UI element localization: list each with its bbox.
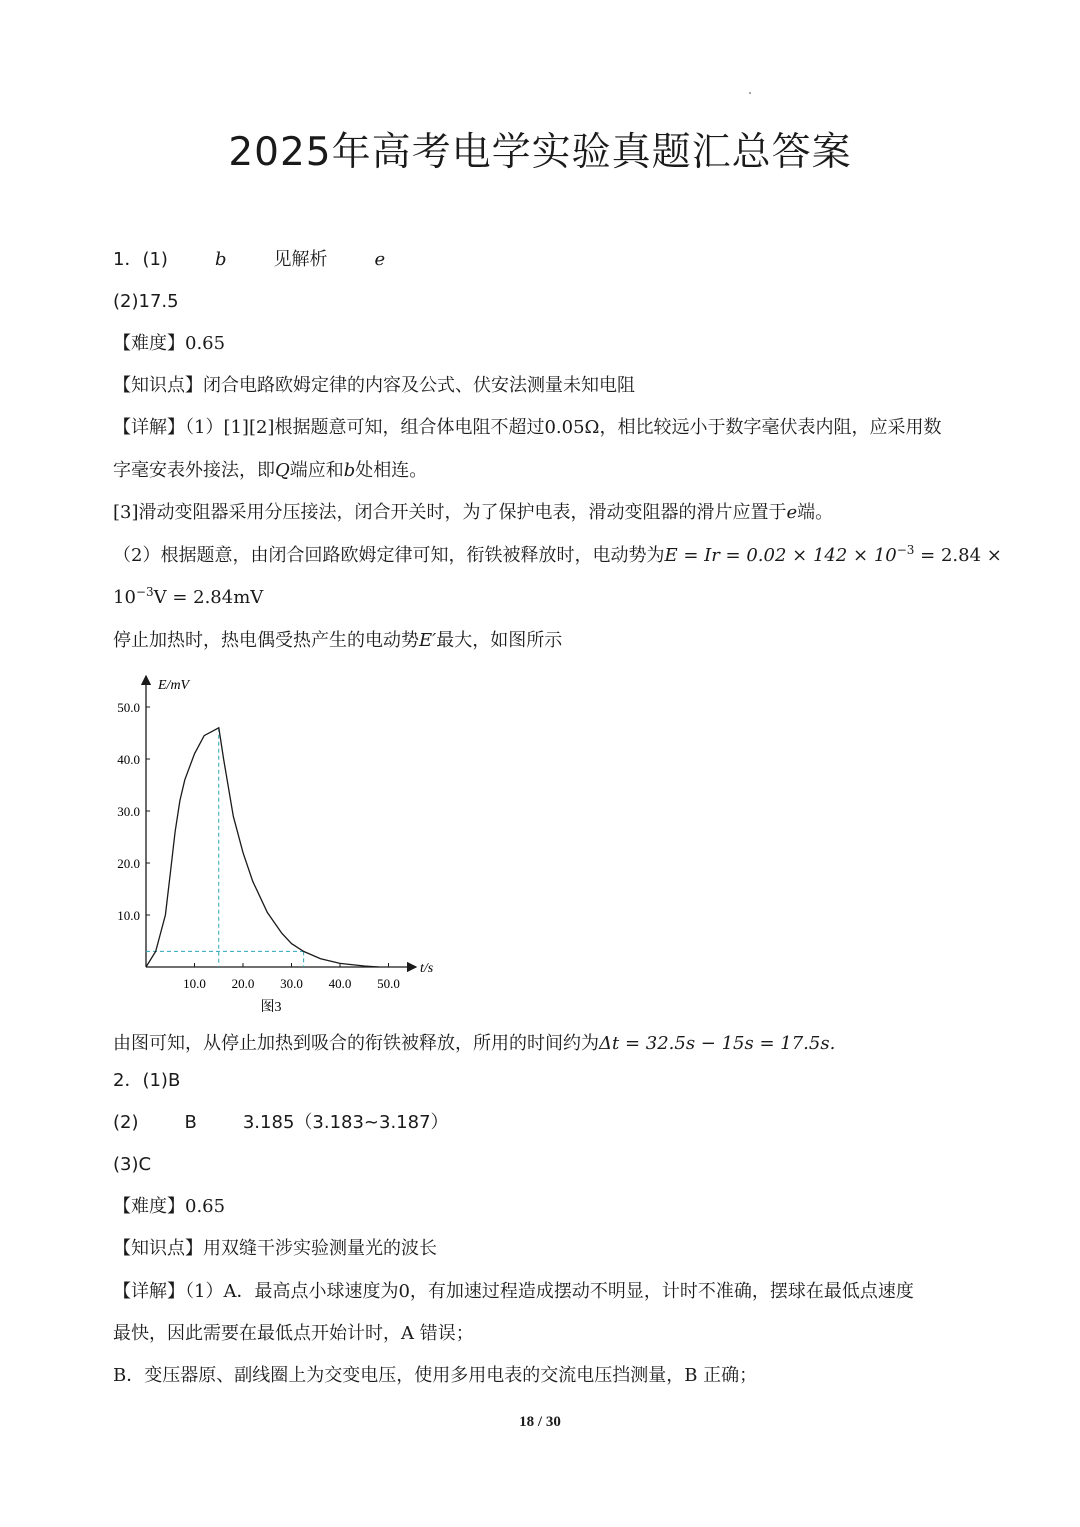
q1-difficulty: 【难度】0.65 (113, 333, 226, 354)
q2-answer-2-line (113, 1111, 449, 1135)
q1-detail-2a: 字毫安表外接法，即 (113, 460, 275, 481)
q1-detail-3c: 端。 (797, 502, 834, 523)
q1-detail-2d: b (343, 460, 356, 481)
x-tick-label: 30.0 (280, 976, 303, 991)
q1-detail-3 (113, 501, 833, 525)
q1-detail-3b: e (786, 502, 798, 523)
q1-detail-5a: 10 (113, 587, 136, 608)
q1-detail-6b: E′ (419, 630, 437, 651)
scan-speck (749, 92, 751, 94)
q1-detail-2 (113, 459, 427, 483)
q1-detail-1: 【详解】（1）[1][2]根据题意可知，组合体电阻不超过0.05Ω，相比较远小于数字毫伏表内阻，应采用数 (113, 417, 942, 438)
q1-detail-7a: 由图可知，从停止加热到吸合的衔铁被释放，所用的时间约为 (113, 1033, 599, 1054)
y-tick-label: 40.0 (117, 752, 140, 767)
q1-detail-4d: = 2.84 × (914, 545, 1002, 566)
page-number: 18 / 30 (519, 1414, 561, 1430)
q2-answer-2b: 3.185（3.183~3.187） (242, 1112, 449, 1133)
y-tick-label: 10.0 (117, 908, 140, 923)
y-tick-label: 30.0 (117, 804, 140, 819)
q1-knowledge: 【知识点】闭合电路欧姆定律的内容及公式、伏安法测量未知电阻 (113, 375, 635, 396)
q1-answer-3: e (374, 249, 386, 270)
q1-answer-2-line: (2)17.5 (113, 291, 179, 312)
x-tick-label: 20.0 (231, 976, 255, 991)
q1-detail-6c: 最大，如图所示 (436, 630, 563, 651)
q1-detail-4c: −3 (896, 543, 915, 557)
q1-detail-7 (113, 1032, 835, 1056)
q1-detail-4 (113, 544, 1002, 568)
emf-curve (146, 728, 379, 967)
x-axis-label: t/s (420, 961, 434, 976)
emf-time-chart (100, 670, 450, 1020)
y-tick-label: 50.0 (117, 700, 140, 715)
y-ticks (117, 700, 150, 923)
q1-number: 1．(1) (113, 249, 168, 270)
q1-detail-4b: E = Ir = 0.02 × 142 × 10 (664, 545, 897, 566)
q2-detail-2: 最快，因此需要在最低点开始计时，A 错误； (113, 1323, 474, 1344)
q2-detail-3: B．变压器原、副线圈上为交变电压，使用多用电表的交流电压挡测量，B 正确； (113, 1365, 758, 1386)
y-tick-label: 20.0 (117, 856, 140, 871)
q2-answer-1-line: 2．(1)B (113, 1070, 181, 1091)
q1-detail-2c: 端应和 (289, 460, 344, 481)
q1-detail-6 (113, 629, 562, 653)
x-tick-label: 50.0 (377, 976, 400, 991)
page-title: 2025年高考电学实验真题汇总答案 (228, 130, 852, 175)
figure-caption: 图3 (260, 1000, 282, 1015)
q2-number-2: (2) (113, 1112, 139, 1133)
q1-detail-6a: 停止加热时，热电偶受热产生的电动势 (113, 630, 419, 651)
q1-answer-2: 见解析 (273, 249, 328, 270)
q1-answer-1: b (214, 249, 227, 270)
q1-detail-5b: −3 (135, 585, 154, 599)
q1-detail-2b: Q (275, 460, 290, 481)
y-axis-label: E/mV (158, 678, 190, 693)
x-tick-label: 10.0 (183, 976, 206, 991)
q1-detail-7b: Δt = 32.5s − 15s = 17.5s. (599, 1033, 836, 1054)
q1-detail-3a: [3]滑动变阻器采用分压接法，闭合开关时，为了保护电表，滑动变阻器的滑片应置于 (113, 502, 787, 523)
q2-knowledge: 【知识点】用双缝干涉实验测量光的波长 (113, 1238, 437, 1259)
q1-detail-4a: （2）根据题意，由闭合回路欧姆定律可知，衔铁被释放时，电动势为 (113, 545, 665, 566)
x-tick-label: 40.0 (328, 976, 352, 991)
q1-detail-5c: V = 2.84mV (153, 587, 264, 608)
q1-detail-5 (113, 586, 263, 610)
q2-answer-2a: B (184, 1112, 197, 1133)
q1-detail-2e: 处相连。 (355, 460, 428, 481)
q2-detail-1: 【详解】（1）A．最高点小球速度为0，有加速过程造成摆动不明显，计时不准确，摆球在最低点速度 (113, 1281, 914, 1302)
q1-answer-line (113, 248, 385, 272)
q2-answer-3-line: (3)C (113, 1154, 152, 1175)
q2-difficulty: 【难度】0.65 (113, 1196, 226, 1217)
